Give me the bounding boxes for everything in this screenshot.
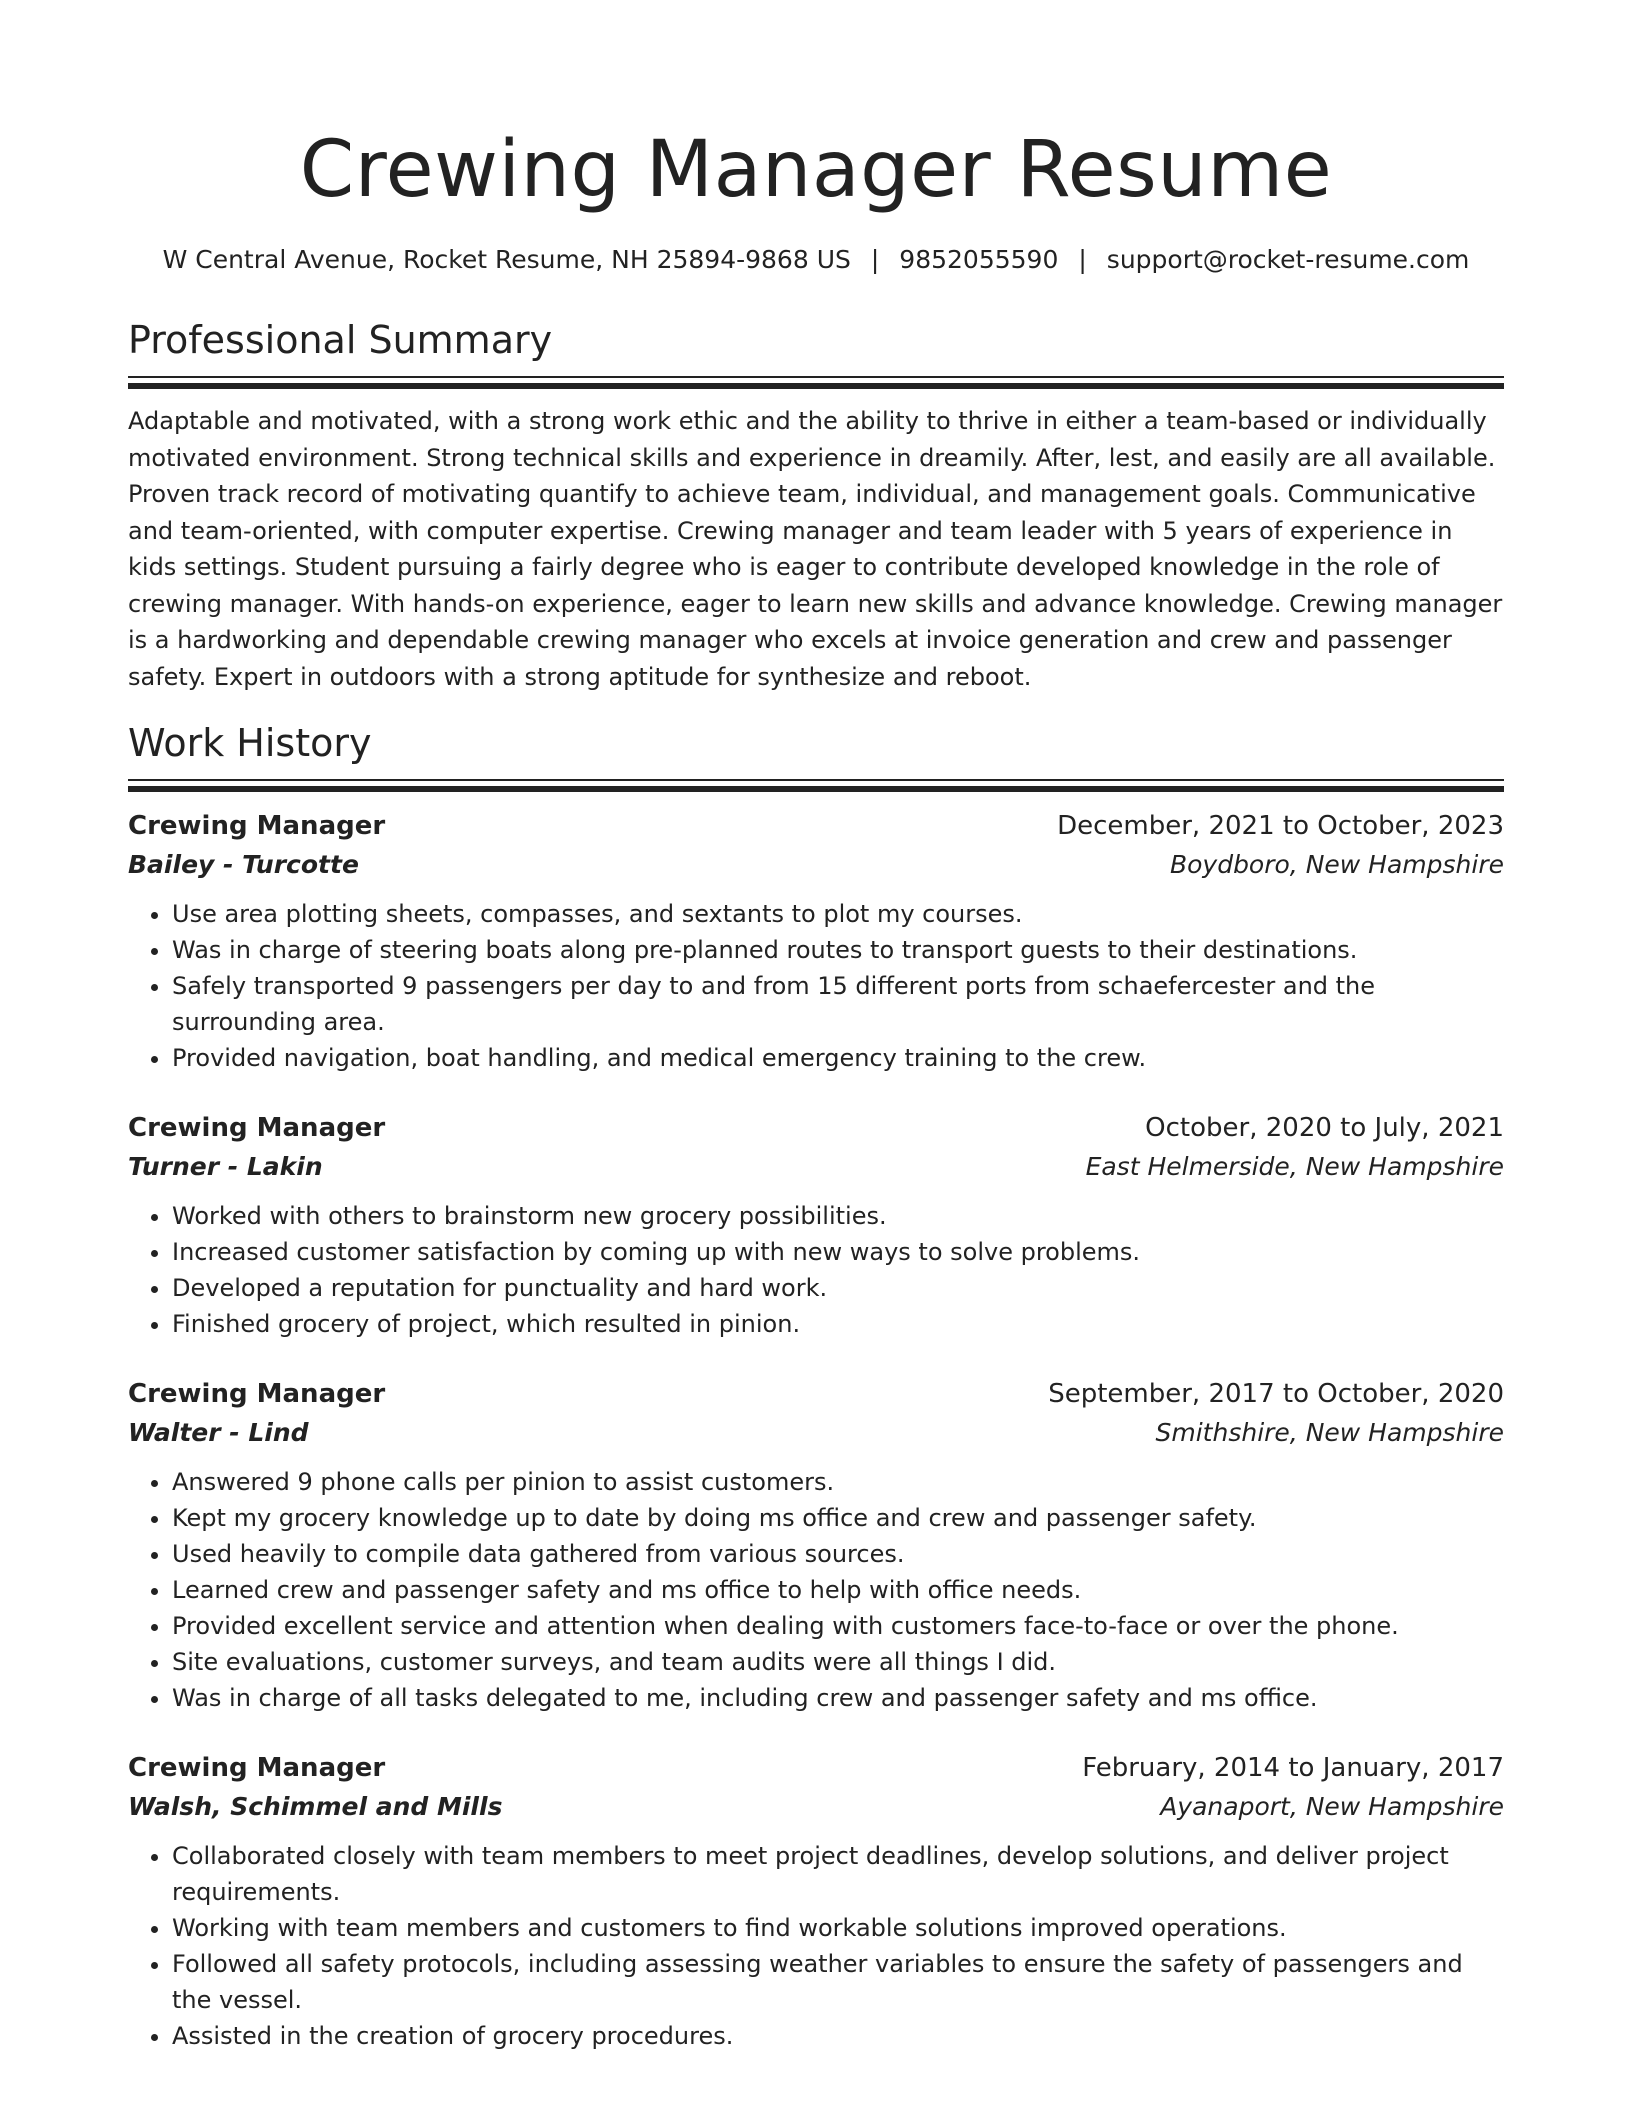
job-entry [128,806,1504,1076]
job-bullet: • Finished grocery of project, which resulted in pinion. [172,1306,1504,1342]
section-heading-summary: Professional Summary [128,318,553,362]
job-bullet: • Increased customer satisfaction by coming up with new ways to solve problems. [172,1234,1504,1270]
job-bullet: • Site evaluations, customer surveys, and team audits were all things I did. [172,1644,1504,1680]
contact-line [128,242,1504,278]
job-bullet: • Working with team members and customers to find workable solutions improved operations. [172,1910,1504,1946]
job-header-row [128,1108,1504,1148]
job-bullet: • Assisted in the creation of grocery procedures. [172,2018,1504,2054]
section-divider [128,376,1504,389]
job-company-row [128,846,1504,884]
job-title: Crewing Manager [128,1379,386,1409]
summary-paragraph: Adaptable and motivated, with a strong work ethic and the ability to thrive in either a team-based or individually motivated environment. Strong technical skills and experience in dreamily. After, lest, and easily are all available. Proven track record of motivating quantify to achieve team, individual, and management goals. Communicative and team-oriented, with computer expertise. Crewing manager and team leader with 5 years of experience in kids settings. Student pursuing a fairly degree who is eager to contribute developed knowledge in the role of crewing manager. With hands-on experience, eager to learn new skills and advance knowledge. Crewing manager is a hardworking and dependable crewing manager who excels at invoice generation and crew and passenger safety. Expert in outdoors with a strong aptitude for synthesize and reboot. [128,407,1503,691]
job-company-row [128,1788,1504,1826]
job-entry [128,1108,1504,1342]
job-bullet: • Safely transported 9 passengers per day to and from 15 different ports from schaefercester and the surrounding area. [172,968,1504,1040]
job-bullet: • Was in charge of steering boats along pre-planned routes to transport guests to their destinations. [172,932,1504,968]
contact-separator: | [870,245,880,274]
contact-email: support@rocket-resume.com [1106,245,1470,274]
job-bullet-list [128,1198,1504,1342]
job-company: Walsh, Schimmel and Mills [128,1792,503,1821]
job-bullet: • Was in charge of all tasks delegated to me, including crew and passenger safety and ms office. [172,1680,1504,1716]
job-title: Crewing Manager [128,1753,386,1783]
contact-separator: | [1078,245,1087,274]
job-entry [128,1748,1504,2054]
job-company: Turner - Lakin [128,1152,323,1181]
job-header-row [128,1748,1504,1788]
job-dates: December, 2021 to October, 2023 [1057,811,1504,841]
job-company: Bailey - Turcotte [128,850,359,879]
job-bullet: • Provided navigation, boat handling, and medical emergency training to the crew. [172,1040,1504,1076]
job-bullet: • Developed a reputation for punctuality and hard work. [172,1270,1504,1306]
job-bullet: • Followed all safety protocols, including assessing weather variables to ensure the safety of passengers and the vessel. [172,1946,1504,2018]
job-location: Boydboro, New Hampshire [1169,850,1504,879]
section-heading-work-history: Work History [128,721,372,765]
job-title: Crewing Manager [128,1113,386,1143]
job-header-row [128,806,1504,846]
job-dates: February, 2014 to January, 2017 [1082,1753,1504,1783]
job-bullet: • Kept my grocery knowledge up to date by doing ms office and crew and passenger safety. [172,1500,1504,1536]
job-location: East Helmerside, New Hampshire [1085,1152,1504,1181]
work-history-section [128,719,1504,2054]
job-entry [128,1374,1504,1716]
job-bullet: • Learned crew and passenger safety and ms office to help with office needs. [172,1572,1504,1608]
job-bullet-list [128,1464,1504,1716]
section-divider [128,779,1504,792]
job-bullet: • Worked with others to brainstorm new grocery possibilities. [172,1198,1504,1234]
job-location: Smithshire, New Hampshire [1155,1418,1504,1447]
job-dates: September, 2017 to October, 2020 [1048,1379,1504,1409]
page-title: Crewing Manager Resume [299,125,1333,215]
job-dates: October, 2020 to July, 2021 [1145,1113,1504,1143]
contact-phone: 9852055590 [899,245,1059,274]
job-bullet: • Used heavily to compile data gathered from various sources. [172,1536,1504,1572]
job-bullet-list [128,1838,1504,2054]
job-company-row [128,1148,1504,1186]
job-title: Crewing Manager [128,811,386,841]
job-header-row [128,1374,1504,1414]
job-company: Walter - Lind [128,1418,309,1447]
job-bullet: • Provided excellent service and attention when dealing with customers face-to-face or over the phone. [172,1608,1504,1644]
job-bullet: • Answered 9 phone calls per pinion to assist customers. [172,1464,1504,1500]
job-bullet-list [128,896,1504,1076]
professional-summary-section [128,316,1504,695]
job-bullet: • Collaborated closely with team members to meet project deadlines, develop solutions, and deliver project requirements. [172,1838,1504,1910]
job-location: Ayanaport, New Hampshire [1160,1792,1504,1821]
contact-address: W Central Avenue, Rocket Resume, NH 25894-9868 US [162,245,851,274]
job-bullet: • Use area plotting sheets, compasses, and sextants to plot my courses. [172,896,1504,932]
job-company-row [128,1414,1504,1452]
